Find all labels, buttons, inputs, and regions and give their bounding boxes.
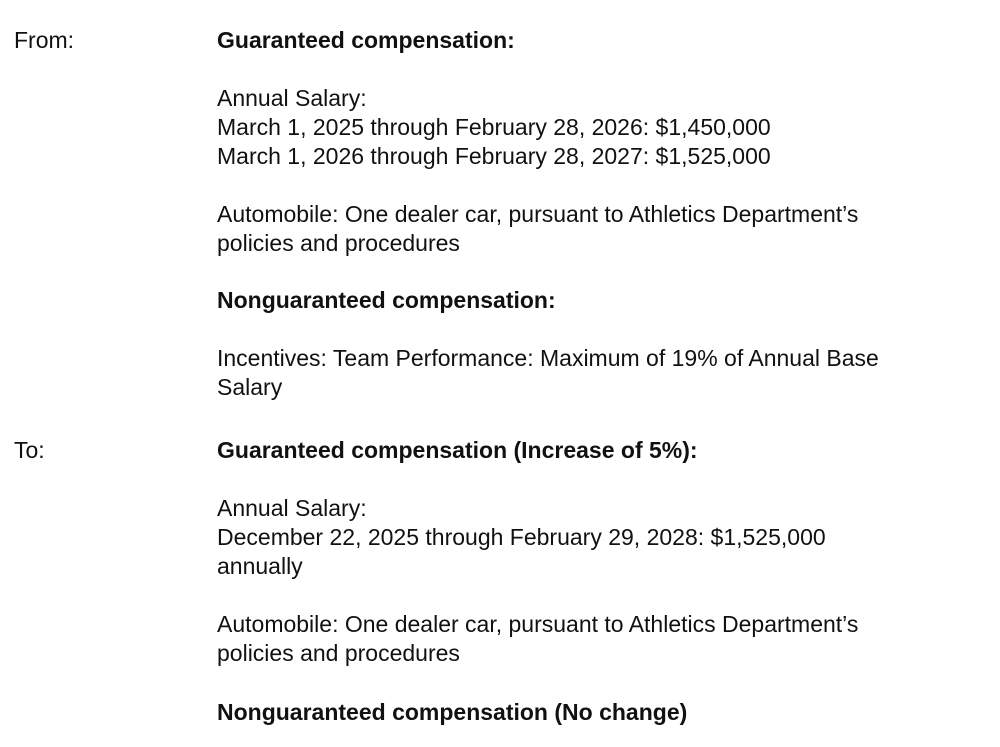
- to-salary-label: Annual Salary:: [217, 495, 367, 521]
- from-salary-line: March 1, 2025 through February 28, 2026: $1,450,000: [217, 114, 771, 140]
- from-guaranteed-heading-block: [217, 26, 977, 55]
- from-nonguaranteed-heading-block: [217, 286, 977, 315]
- from-salary-block: [217, 84, 977, 171]
- to-nonguaranteed-heading: Nonguaranteed compensation (No change): [217, 699, 688, 725]
- to-guaranteed-heading: Guaranteed compensation (Increase of 5%):: [217, 437, 698, 463]
- to-salary-line: annually: [217, 553, 303, 579]
- to-label: To:: [14, 437, 45, 463]
- to-guaranteed-heading-block: [217, 436, 977, 465]
- to-automobile-block: [217, 610, 977, 668]
- to-salary-line: December 22, 2025 through February 29, 2028: $1,525,000: [217, 524, 826, 550]
- from-incentives-line: Salary: [217, 374, 283, 400]
- to-salary-block: [217, 494, 977, 581]
- to-automobile-line: policies and procedures: [217, 640, 460, 666]
- to-automobile-line: Automobile: One dealer car, pursuant to Athletics Department’s: [217, 611, 859, 637]
- from-automobile-line: policies and procedures: [217, 230, 460, 256]
- from-nonguaranteed-heading: Nonguaranteed compensation:: [217, 287, 556, 313]
- from-guaranteed-heading: Guaranteed compensation:: [217, 27, 515, 53]
- from-label: From:: [14, 27, 75, 53]
- to-nonguaranteed-heading-block: [217, 698, 977, 727]
- from-incentives-line: Incentives: Team Performance: Maximum of 19% of Annual Base: [217, 345, 879, 371]
- from-incentives-block: [217, 344, 977, 402]
- from-automobile-block: [217, 200, 977, 258]
- from-salary-label: Annual Salary:: [217, 85, 367, 111]
- from-automobile-line: Automobile: One dealer car, pursuant to Athletics Department’s: [217, 201, 859, 227]
- from-salary-line: March 1, 2026 through February 28, 2027: $1,525,000: [217, 143, 771, 169]
